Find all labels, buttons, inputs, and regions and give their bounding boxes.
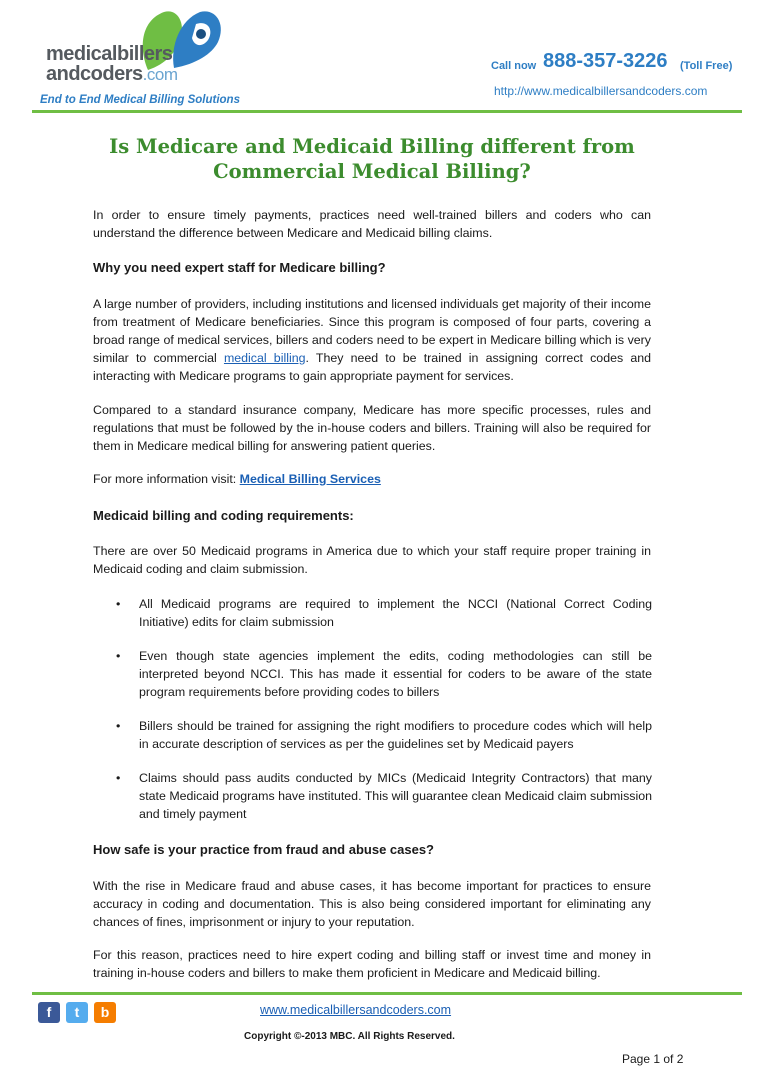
comparison-paragraph: Compared to a standard insurance company, Medicare has more specific processes, rules and regulations that must be followed by the in-house coders and billers. Training will also be required for them in Medicare medical billing for answering patient queries. xyxy=(93,403,651,453)
page-number: Page 1 of 2 xyxy=(622,1052,684,1066)
section-heading-medicare-staff: Why you need expert staff for Medicare billing? xyxy=(93,260,386,275)
medicare-paragraph-text-end: . They need to be trained in assigning correct codes and interacting with Medicare programs to gain appropriate payment for services. xyxy=(93,351,652,383)
list-item xyxy=(116,769,652,823)
tagline: End to End Medical Billing Solutions xyxy=(40,94,240,106)
list-item-text: All Medicaid programs are required to implement the NCCI (National Correct Coding Initiative) edits for claim submission xyxy=(139,597,652,629)
list-item xyxy=(116,717,652,753)
medical-billing-link[interactable]: medical billing xyxy=(223,351,306,365)
bullet-icon: • xyxy=(116,649,121,663)
call-now-label: Call now xyxy=(491,60,537,72)
medicaid-paragraph: There are over 50 Medicaid programs in America due to which your staff require proper training in Medicaid coding and claim submission. xyxy=(93,544,651,576)
logo-wordmark-line2 xyxy=(46,64,178,85)
list-item xyxy=(116,647,652,701)
more-info-line xyxy=(93,470,651,488)
section-heading-fraud: How safe is your practice from fraud and abuse cases? xyxy=(93,842,435,857)
medicare-paragraph xyxy=(93,295,651,385)
twitter-icon[interactable]: t xyxy=(66,1002,88,1023)
page-title: Is Medicare and Medicaid Billing different from Commercial Medical Billing? xyxy=(109,135,635,183)
medical-billing-services-link[interactable]: Medical Billing Services xyxy=(239,472,381,486)
footer-divider xyxy=(32,992,742,995)
blogger-icon[interactable]: b xyxy=(94,1002,116,1023)
logo-wordmark-name: andcoders xyxy=(46,63,143,85)
header-divider xyxy=(32,110,742,113)
copyright-text: Copyright ©-2013 MBC. All Rights Reserved. xyxy=(244,1031,455,1042)
list-item xyxy=(116,595,652,631)
closing-paragraph: For this reason, practices need to hire expert coding and billing staff or invest time and money in training in-house coders and billers to make them proficient in Medicare and Medicaid billing. xyxy=(93,948,651,980)
intro-paragraph: In order to ensure timely payments, practices need well-trained billers and coders who can understand the difference between Medicare and Medicaid billing claims. xyxy=(93,208,651,240)
bullet-icon: • xyxy=(116,771,121,785)
medicare-paragraph-text-start: A large number of providers, including institutions and licensed individuals get majority of their income from treatment of Medicare beneficiaries. Since this program is composed of four parts, covering a broad range of medical services, billers and coders need to be expert in Medicare billing which is very similar to commercial xyxy=(93,297,651,365)
list-item-text: Claims should pass audits conducted by MICs (Medicaid Integrity Contractors) that many state Medicaid programs have instituted. This will guarantee clean Medicaid claim submission and timely payment xyxy=(139,771,652,821)
toll-free-label: (Toll Free) xyxy=(680,60,733,72)
logo-wordmark-domain: .com xyxy=(142,65,178,84)
section-heading-medicaid-requirements: Medicaid billing and coding requirements: xyxy=(93,508,354,523)
bullet-icon: • xyxy=(116,719,121,733)
footer-website-link[interactable]: www.medicalbillersandcoders.com xyxy=(260,1003,452,1017)
logo-wordmark-line1: medicalbillers xyxy=(46,43,173,65)
header-website-link[interactable]: http://www.medicalbillersandcoders.com xyxy=(494,84,708,98)
list-item-text: Billers should be trained for assigning the right modifiers to procedure codes which will help in accurate description of services as per the guidelines set by Medicaid payers xyxy=(139,719,652,751)
facebook-icon[interactable]: f xyxy=(38,1002,60,1023)
bullet-icon: • xyxy=(116,597,121,611)
more-info-label: For more information visit: xyxy=(93,472,240,486)
fraud-paragraph: With the rise in Medicare fraud and abuse cases, it has become important for practices to ensure accuracy in coding and documentation. This is also being considered important for eliminating any chances of fines, imprisonment or injury to your reputation. xyxy=(93,879,651,929)
phone-number[interactable]: 888-357-3226 xyxy=(543,50,668,72)
list-item-text: Even though state agencies implement the edits, coding methodologies can still be interpreted beyond NCCI. This has made it essential for coders to be aware of the state program requirements before providing codes to billers xyxy=(139,649,652,699)
